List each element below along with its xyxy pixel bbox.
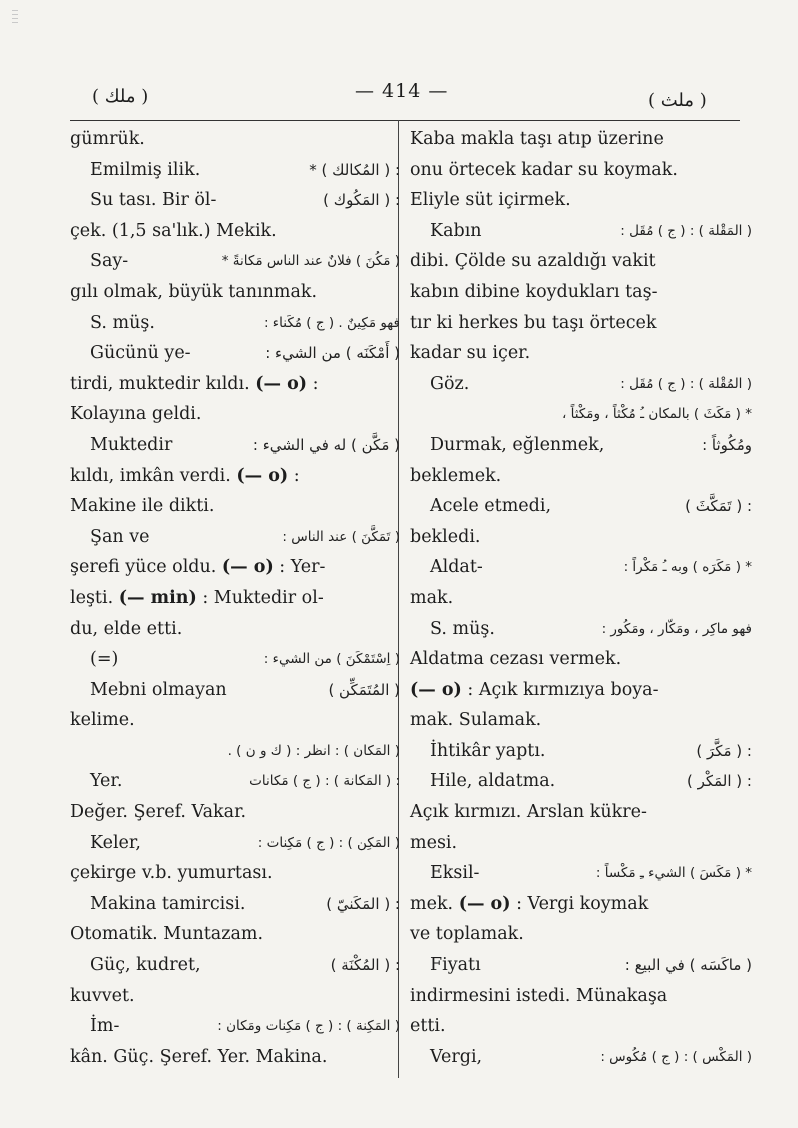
entry-line (70, 461, 390, 492)
entry-text: S. müş. (430, 618, 495, 639)
header-right-root: ( ملث ) (648, 90, 707, 111)
entry-line (70, 858, 390, 889)
entry-text: etti. (410, 1016, 446, 1037)
entry-line (410, 399, 752, 430)
entry-line (70, 308, 400, 339)
entry-text: dibi. Çölde su azaldığı vakit (410, 251, 656, 272)
entry-text: İhtikâr yaptı. (430, 740, 546, 761)
entry-text: Fiyatı (430, 955, 481, 976)
entry-text: beklemek. (410, 465, 502, 486)
entry-line (70, 185, 400, 216)
arabic-headword: فهو مَكِينٌ . ( ج ) مُكَناء : (263, 314, 400, 331)
entry-text: Kolayına geldi. (70, 404, 202, 425)
arabic-headword: : ( المَكَنيّ ) (326, 894, 400, 913)
entry-line (70, 399, 390, 430)
entry-text: Aldat- (430, 557, 483, 578)
entry-line (70, 766, 400, 797)
page-speckle (12, 10, 18, 24)
entry-text: mesi. (410, 832, 458, 853)
entry-line (410, 1011, 730, 1042)
entry-line (70, 1011, 400, 1042)
arabic-headword: : ( المُكالك ) * (309, 160, 400, 179)
entry-text: mak. Sulamak. (410, 710, 542, 731)
arabic-headword: ( المَقْلة ) : ( ج ) مُقَل : (620, 222, 752, 239)
entry-text: kelime. (70, 710, 135, 731)
entry-text: kabın dibine koydukları taş- (410, 281, 658, 302)
entry-text: mak. (410, 587, 454, 608)
arabic-headword: فهو ماكِر ، ومَكّار ، ومَكُور : (601, 620, 752, 637)
entry-text: Kabın (430, 220, 482, 241)
entry-text: Makine ile dikti. (70, 496, 215, 517)
entry-text: kıldı, imkân verdi. (— o) : (70, 465, 300, 486)
entry-text: Acele etmedi, (430, 496, 552, 517)
entry-line (70, 1042, 390, 1073)
header-left-root: ( ملك ) (92, 86, 149, 107)
entry-text: (— o) : Açık kırmızıya boya- (410, 679, 659, 700)
entry-line (410, 981, 730, 1012)
arabic-headword: : ( المَكُوك ) (323, 191, 400, 210)
entry-line (70, 797, 390, 828)
entry-line (70, 277, 390, 308)
entry-text: Makina tamircisi. (90, 893, 246, 914)
arabic-headword: ( المَكان ) : انظر : ( ك و ن ) . (227, 742, 400, 759)
entry-text: Mebni olmayan (90, 679, 227, 700)
entry-line (410, 705, 730, 736)
entry-line (70, 491, 390, 522)
entry-line (410, 338, 730, 369)
arabic-headword: ( المُقْلة ) : ( ج ) مُقَل : (620, 375, 752, 392)
entry-line (70, 124, 390, 155)
entry-line (410, 277, 730, 308)
entry-line (70, 644, 400, 675)
entry-text: İm- (90, 1016, 120, 1037)
arabic-headword: : ( المَكْر ) (686, 772, 752, 791)
entry-text: kadar su içer. (410, 343, 531, 364)
entry-text: Durmak, eğlenmek, (430, 434, 605, 455)
entry-line (410, 155, 730, 186)
entry-line (410, 828, 730, 859)
entry-line (410, 216, 752, 247)
arabic-headword: ( مَكُنَ ) فلانٌ عند الناس مَكانةً * (221, 253, 400, 270)
entry-text: Açık kırmızı. Arslan kükre- (410, 802, 647, 823)
entry-text: Emilmiş ilik. (90, 159, 201, 180)
entry-text: Eliyle süt içirmek. (410, 190, 571, 211)
entry-text: Vergi, (430, 1046, 483, 1067)
entry-text: Eksil- (430, 863, 480, 884)
entry-line (70, 369, 390, 400)
entry-line (70, 552, 390, 583)
arabic-headword: ( اِسْتَمْكَنَ ) من الشيء : (263, 651, 400, 668)
entry-text: Yer. (90, 771, 123, 792)
entry-line (70, 889, 400, 920)
arabic-headword: * ( مَكَثَ ) بالمكان ـُ مُكْثاً ، ومَكْثاً ، (561, 406, 752, 423)
entry-text: Otomatik. Muntazam. (70, 924, 264, 945)
entry-line (410, 369, 752, 400)
header-rule (70, 120, 740, 121)
entry-line (70, 583, 390, 614)
arabic-headword: * ( مَكَسَ ) الشيء ـِ مَكْساً : (595, 865, 752, 882)
entry-text: şerefi yüce oldu. (— o) : Yer- (70, 557, 326, 578)
entry-text: Say- (90, 251, 129, 272)
entry-text: Kaba makla taşı atıp üzerine (410, 129, 664, 149)
entry-text: Muktedir (90, 434, 173, 455)
entry-line (70, 705, 390, 736)
entry-line (410, 461, 730, 492)
entry-line (410, 675, 730, 706)
arabic-headword: * ( مَكَرَه ) وبه ـُ مَكْراً : (623, 559, 752, 576)
entry-text: tirdi, muktedir kıldı. (— o) : (70, 373, 319, 394)
entry-line (410, 919, 730, 950)
arabic-headword: ( المُتَمَكِّن ) (328, 680, 400, 699)
arabic-headword: : ( المُكْنَة ) (330, 956, 400, 975)
entry-text: gılı olmak, büyük tanınmak. (70, 281, 318, 302)
entry-text: kân. Güç. Şeref. Yer. Makina. (70, 1046, 328, 1067)
entry-line (410, 430, 752, 461)
entry-text: indirmesini istedi. Münakaşa (410, 985, 668, 1006)
entry-line (410, 124, 730, 155)
entry-line (70, 614, 390, 645)
entry-text: kuvvet. (70, 985, 135, 1006)
entry-text: Hile, aldatma. (430, 771, 556, 792)
entry-text: gümrük. (70, 129, 145, 149)
entry-line (410, 246, 730, 277)
arabic-headword: : ( المَكانة ) : ( ج ) مَكانات (249, 773, 400, 790)
arabic-headword: ( المَكِن ) : ( ج ) مَكِنات : (257, 834, 400, 851)
entry-line (70, 950, 400, 981)
entry-line (70, 155, 400, 186)
entry-line (70, 216, 390, 247)
entry-text: ve toplamak. (410, 924, 524, 945)
entry-line (410, 308, 730, 339)
entry-line (410, 614, 752, 645)
entry-line (70, 675, 400, 706)
entry-line (410, 185, 730, 216)
entry-text: çekirge v.b. yumurtası. (70, 863, 273, 884)
arabic-headword: ( ماكَسَه ) في البيع : (624, 956, 752, 975)
arabic-headword: ( تَمَكَّنَ ) عند الناس : (282, 528, 400, 545)
entry-text: Göz. (430, 373, 470, 394)
entry-line (410, 522, 730, 553)
entry-line (70, 919, 390, 950)
entry-line (70, 338, 400, 369)
entry-line (410, 858, 752, 889)
entry-text: Güç, kudret, (90, 955, 201, 976)
entry-text: onu örtecek kadar su koymak. (410, 159, 678, 180)
arabic-headword: ( مَكَّن ) له في الشيء : (252, 435, 400, 454)
entry-text: Keler, (90, 832, 141, 853)
entry-line (70, 736, 400, 767)
entry-line (70, 246, 400, 277)
entry-line (410, 552, 752, 583)
entry-line (70, 430, 400, 461)
entry-line (70, 828, 400, 859)
entry-line (70, 522, 400, 553)
entry-text: du, elde etti. (70, 618, 183, 639)
entry-text: Su tası. Bir öl- (90, 190, 217, 211)
entry-text: Aldatma cezası vermek. (410, 649, 622, 670)
entry-line (410, 889, 730, 920)
arabic-headword: ( أَمْكَنَه ) من الشيء : (265, 344, 400, 363)
page-number: — 414 — (355, 80, 449, 102)
entry-text: S. müş. (90, 312, 155, 333)
left-column (70, 124, 400, 1072)
entry-line (410, 491, 752, 522)
entry-text: Şan ve (90, 526, 150, 547)
right-column (410, 124, 752, 1072)
arabic-headword: ( المَكِنة ) : ( ج ) مَكِنات ومَكان : (217, 1018, 400, 1035)
entry-text: leşti. (— min) : Muktedir ol- (70, 587, 324, 608)
entry-line (410, 766, 752, 797)
entry-text: (=) (90, 649, 119, 670)
entry-text: tır ki herkes bu taşı örtecek (410, 312, 657, 333)
entry-line (410, 797, 730, 828)
arabic-headword: : ( مَكَّرَ ) (696, 741, 752, 760)
entry-line (410, 583, 730, 614)
entry-line (410, 950, 752, 981)
entry-line (410, 1042, 752, 1073)
entry-line (410, 736, 752, 767)
entry-text: çek. (1,5 sa'lık.) Mekik. (70, 220, 277, 241)
arabic-headword: ( المَكْس ) : ( ج ) مُكُوس : (600, 1048, 752, 1065)
entry-text: Gücünü ye- (90, 343, 191, 364)
arabic-headword: ومُكُوثاً : (702, 435, 752, 454)
entry-text: Değer. Şeref. Vakar. (70, 802, 247, 823)
entry-line (70, 981, 390, 1012)
entry-text: mek. (— o) : Vergi koymak (410, 893, 649, 914)
entry-text: bekledi. (410, 526, 481, 547)
arabic-headword: : ( تَمَكَّثَ ) (685, 497, 752, 516)
entry-line (410, 644, 730, 675)
